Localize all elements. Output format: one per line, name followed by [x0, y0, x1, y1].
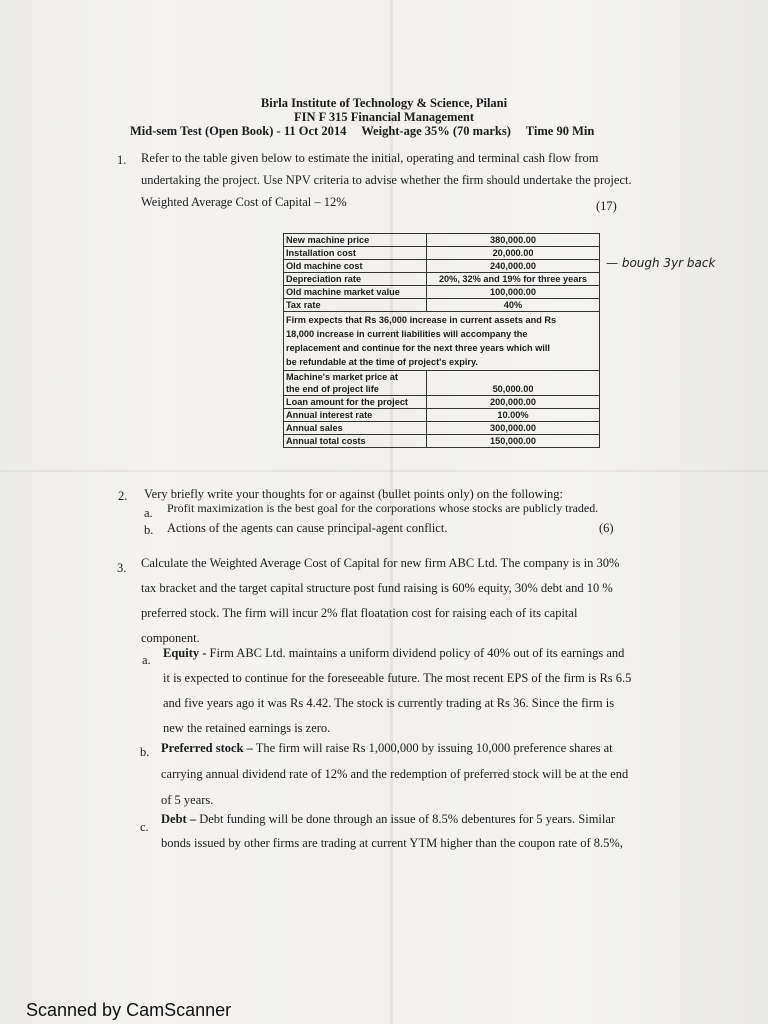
q3-line: tax bracket and the target capital structure post fund raising is 60% equity, 30% debt and 10 %: [141, 581, 613, 595]
q2-number: 2.: [118, 489, 128, 503]
q3b-title: Preferred stock –: [161, 741, 253, 755]
table-cell-value: 240,000.00: [427, 260, 600, 273]
q3c-title: Debt –: [161, 812, 197, 826]
q3-text: [141, 551, 701, 651]
table-cell-value: 150,000.00: [427, 435, 600, 448]
q2-intro: Very briefly write your thoughts for or against (bullet points only) on the following:: [144, 487, 564, 501]
table-note-row: [284, 312, 600, 371]
q3a-line: it is expected to continue for the foreseeable future. The most recent EPS of the firm is Rs 6.5: [163, 671, 632, 685]
fold-crease: [0, 470, 768, 472]
table-cell-label: [284, 435, 427, 448]
table-row: [284, 435, 600, 448]
q1-number: 1.: [117, 153, 127, 167]
handnote-text: bough 3yr back: [621, 256, 716, 270]
q3a-line: Firm ABC Ltd. maintains a uniform dividend policy of 40% out of its earnings and: [209, 646, 625, 660]
time-limit: Time 90 Min: [525, 124, 595, 138]
table-note-line: be refundable at the time of project's expiry.: [286, 357, 478, 367]
table-row: [284, 371, 600, 396]
table-cell-value: 100,000.00: [427, 286, 600, 299]
table-row: [284, 422, 600, 435]
table-cell-label: Old machine market value: [284, 286, 427, 299]
table-row: [284, 273, 600, 286]
table-note-line: 18,000 increase in current liabilities will accompany the: [286, 329, 528, 339]
q3a-line: new the retained earnings is zero.: [163, 721, 331, 735]
table-cell-label: [284, 422, 427, 435]
handwritten-note: — bough 3yr back: [606, 256, 716, 270]
q2-marks: (6): [599, 521, 614, 535]
q1-line: Refer to the table given below to estimate the initial, operating and terminal cash flow from: [141, 151, 599, 165]
table-cell-value: 380,000.00: [427, 234, 600, 247]
table-row: [284, 286, 600, 299]
q2b-text: Actions of the agents can cause principal-agent conflict.: [167, 521, 448, 535]
q2a-label: a.: [144, 506, 153, 520]
weightage: Weight-age 35% (70 marks): [361, 124, 511, 138]
table-note-line: replacement and continue for the next three years which will: [286, 343, 550, 353]
table-note: [284, 312, 600, 371]
table-cell-value: 10.00%: [427, 409, 600, 422]
table-cell-label-line: Annual interest rate: [286, 410, 373, 420]
q3b-line: The firm will raise Rs 1,000,000 by issuing 10,000 preference shares at: [255, 741, 613, 755]
q1-text: [141, 147, 701, 213]
q3a-title: Equity -: [163, 646, 207, 660]
q1-line: Weighted Average Cost of Capital – 12%: [141, 195, 347, 209]
q1-marks: (17): [596, 199, 617, 213]
q3c-text: [161, 807, 706, 855]
q3-line: component.: [141, 631, 200, 645]
q3c-line: Debt funding will be done through an issue of 8.5% debentures for 5 years. Similar: [199, 812, 616, 826]
q3a-label: a.: [142, 653, 151, 667]
q3-line: preferred stock. The firm will incur 2% flat floatation cost for raising each of its capital: [141, 606, 578, 620]
table-row: [284, 409, 600, 422]
institute-name: Birla Institute of Technology & Science, Pilani: [260, 96, 508, 110]
table-cell-value: 50,000.00: [427, 371, 600, 396]
test-info: [130, 124, 606, 138]
table-cell-label-line: Loan amount for the project: [286, 397, 408, 407]
course-title: FIN F 315 Financial Management: [293, 110, 475, 124]
q3-number: 3.: [117, 561, 127, 575]
q2a-text: Profit maximization is the best goal for the corporations whose stocks are publicly traded.: [167, 501, 599, 515]
table-cell-label-line: Machine's market price at: [286, 372, 398, 382]
q3b-line: carrying annual dividend rate of 12% and the redemption of preferred stock will be at the end: [161, 767, 629, 781]
table-cell-label: [284, 396, 427, 409]
table-cell-label-line: the end of project life: [286, 384, 379, 394]
table-row: [284, 299, 600, 312]
table-cell-value: 20,000.00: [427, 247, 600, 260]
q3c-line: bonds issued by other firms are trading at current YTM higher than the coupon rate of 8.5%,: [161, 836, 623, 850]
q3b-label: b.: [140, 745, 150, 759]
table-cell-value: 40%: [427, 299, 600, 312]
table-cell-label: Installation cost: [284, 247, 427, 260]
q3b-line: of 5 years.: [161, 793, 214, 807]
table-cell-label: Depreciation rate: [284, 273, 427, 286]
q3-line: Calculate the Weighted Average Cost of Capital for new firm ABC Ltd. The company is in 30%: [141, 556, 620, 570]
table-cell-label: New machine price: [284, 234, 427, 247]
table-row: [284, 247, 600, 260]
table-cell-value: 200,000.00: [427, 396, 600, 409]
table-row: [284, 396, 600, 409]
table-note-line: Firm expects that Rs 36,000 increase in current assets and Rs: [286, 315, 557, 325]
q3a-text: [163, 641, 703, 741]
project-data-table: [283, 233, 600, 448]
table-cell-value: 300,000.00: [427, 422, 600, 435]
test-name: Mid-sem Test (Open Book) - 11 Oct 2014: [130, 124, 347, 138]
table-cell-label: Old machine cost: [284, 260, 427, 273]
q1-line: undertaking the project. Use NPV criteria to advise whether the firm should undertake the project.: [141, 173, 632, 187]
q3c-label: c.: [140, 820, 149, 834]
table-row: [284, 234, 600, 247]
scanner-watermark: Scanned by CamScanner: [26, 1000, 232, 1020]
table-cell-value: 20%, 32% and 19% for three years: [427, 273, 600, 286]
q3b-text: [161, 735, 701, 813]
table-cell-label-line: Annual total costs: [286, 436, 366, 446]
table-cell-label: Tax rate: [284, 299, 427, 312]
table-row: [284, 260, 600, 273]
table-cell-label-line: Annual sales: [286, 423, 343, 433]
q3a-line: and five years ago it was Rs 4.42. The stock is currently trading at Rs 36. Since the firm is: [163, 696, 615, 710]
q2b-label: b.: [144, 523, 154, 537]
table-cell-label: [284, 409, 427, 422]
table-cell-label: [284, 371, 427, 396]
